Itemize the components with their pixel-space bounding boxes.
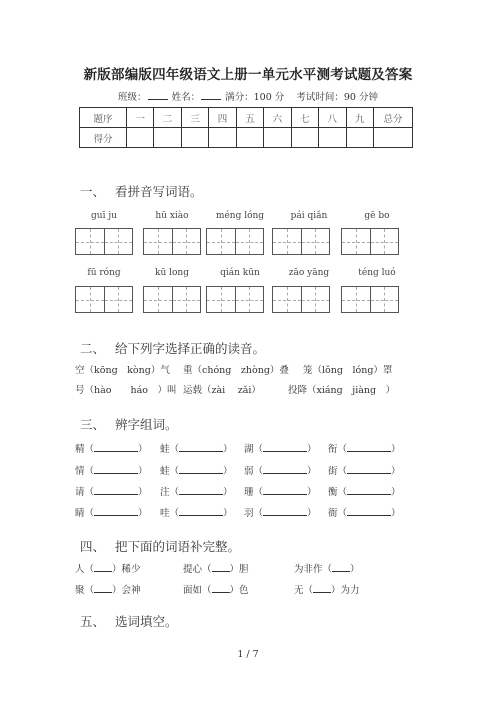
section-5-heading bbox=[80, 612, 178, 630]
header-cell: 九 bbox=[346, 108, 374, 128]
score-cell[interactable] bbox=[209, 128, 236, 148]
section-title: 辨字组词。 bbox=[115, 417, 178, 432]
writing-grid[interactable] bbox=[206, 228, 264, 255]
idiom-item: 为非作（ ） bbox=[294, 561, 360, 575]
word-group-item: 蛙（ ） bbox=[160, 441, 233, 455]
score-cell[interactable] bbox=[181, 128, 208, 148]
section-number: 五、 bbox=[80, 614, 106, 629]
answer-blank[interactable] bbox=[263, 484, 307, 495]
name-blank[interactable] bbox=[201, 90, 221, 100]
writing-cell[interactable] bbox=[173, 287, 201, 312]
writing-cell[interactable] bbox=[342, 287, 371, 312]
score-cell[interactable] bbox=[154, 128, 181, 148]
word-group-item: 珊（ ） bbox=[244, 484, 317, 498]
pinyin-label: gē bo bbox=[364, 211, 390, 221]
word-group-item: 请（ ） bbox=[75, 484, 148, 498]
idiom-item: 聚（ ）会神 bbox=[75, 582, 141, 596]
section-title: 把下面的词语补完整。 bbox=[115, 539, 241, 554]
pinyin-label: pái qiǎn bbox=[290, 211, 328, 221]
page-number: 1 / 7 bbox=[237, 649, 259, 660]
writing-cell[interactable] bbox=[302, 229, 330, 254]
exam-info-line bbox=[0, 89, 496, 103]
word-group-item: 衔（ ） bbox=[328, 441, 401, 455]
answer-blank[interactable] bbox=[94, 505, 138, 516]
class-label: 班级： bbox=[118, 92, 147, 103]
writing-grid[interactable] bbox=[272, 286, 330, 313]
answer-blank[interactable] bbox=[179, 441, 223, 452]
writing-cell[interactable] bbox=[236, 287, 264, 312]
writing-cell[interactable] bbox=[207, 229, 236, 254]
writing-grid[interactable] bbox=[341, 286, 399, 313]
writing-cell[interactable] bbox=[105, 287, 133, 312]
pinyin-label: méng lóng bbox=[215, 211, 265, 221]
answer-blank[interactable] bbox=[347, 441, 391, 452]
answer-blank[interactable] bbox=[94, 561, 112, 572]
word-group-item: 情（ ） bbox=[75, 463, 148, 477]
score-cell[interactable] bbox=[236, 128, 263, 148]
writing-cell[interactable] bbox=[144, 229, 173, 254]
section-4-heading bbox=[80, 537, 240, 555]
section-number: 二、 bbox=[80, 341, 106, 356]
writing-cell[interactable] bbox=[371, 229, 399, 254]
pinyin-label: hū xiào bbox=[155, 211, 189, 221]
idiom-item: 面如（ ）色 bbox=[183, 582, 249, 596]
score-cell[interactable] bbox=[127, 128, 154, 148]
answer-blank[interactable] bbox=[179, 505, 223, 516]
idiom-item: 无（ ）为力 bbox=[294, 582, 360, 596]
header-cell: 二 bbox=[154, 108, 181, 128]
word-group-item: 衡（ ） bbox=[328, 484, 401, 498]
header-cell: 三 bbox=[181, 108, 208, 128]
section-number: 三、 bbox=[80, 417, 106, 432]
idiom-item: 提心（ ）胆 bbox=[183, 561, 249, 575]
score-cell[interactable] bbox=[374, 128, 413, 148]
header-cell: 五 bbox=[236, 108, 263, 128]
answer-blank[interactable] bbox=[179, 484, 223, 495]
section-number: 一、 bbox=[80, 184, 106, 199]
score-table-score-row bbox=[80, 128, 413, 148]
writing-cell[interactable] bbox=[76, 229, 105, 254]
reading-item: 投降（xiáng jiàng ） bbox=[288, 385, 396, 396]
score-table-header-row bbox=[80, 108, 413, 128]
full-score-label: 满分：100 分 bbox=[225, 92, 285, 103]
score-cell[interactable] bbox=[264, 128, 291, 148]
answer-blank[interactable] bbox=[347, 505, 391, 516]
section-title: 选词填空。 bbox=[115, 614, 178, 629]
score-cell[interactable] bbox=[319, 128, 346, 148]
score-cell[interactable] bbox=[346, 128, 374, 148]
pinyin-label: kū long bbox=[155, 268, 189, 278]
writing-cell[interactable] bbox=[371, 287, 399, 312]
pinyin-label: téng luó bbox=[358, 268, 396, 278]
writing-cell[interactable] bbox=[144, 287, 173, 312]
writing-cell[interactable] bbox=[236, 229, 264, 254]
writing-grid[interactable] bbox=[143, 228, 201, 255]
section-3-heading bbox=[80, 415, 178, 433]
pinyin-label: fū róng bbox=[87, 268, 121, 278]
answer-blank[interactable] bbox=[347, 463, 391, 474]
section-title: 给下列字选择正确的读音。 bbox=[115, 341, 266, 356]
word-group-item: 弱（ ） bbox=[244, 463, 317, 477]
answer-blank[interactable] bbox=[263, 463, 307, 474]
answer-blank[interactable] bbox=[263, 505, 307, 516]
answer-blank[interactable] bbox=[313, 582, 331, 593]
answer-blank[interactable] bbox=[94, 441, 138, 452]
writing-cell[interactable] bbox=[302, 287, 330, 312]
writing-grid[interactable] bbox=[272, 228, 330, 255]
answer-blank[interactable] bbox=[212, 561, 230, 572]
word-group-item: 衙（ ） bbox=[328, 505, 401, 519]
writing-cell[interactable] bbox=[342, 229, 371, 254]
header-cell: 一 bbox=[127, 108, 154, 128]
section-2-heading bbox=[80, 339, 265, 357]
writing-cell[interactable] bbox=[273, 287, 302, 312]
word-group-item: 蛙（ ） bbox=[160, 463, 233, 477]
answer-blank[interactable] bbox=[212, 582, 230, 593]
writing-cell[interactable] bbox=[173, 229, 201, 254]
header-cell: 总分 bbox=[374, 108, 413, 128]
class-blank[interactable] bbox=[148, 90, 168, 100]
reading-item: 空（kōng kòng）气 bbox=[75, 365, 170, 376]
answer-blank[interactable] bbox=[94, 582, 112, 593]
word-group-item: 街（ ） bbox=[328, 463, 401, 477]
word-group-item: 湖（ ） bbox=[244, 441, 317, 455]
answer-blank[interactable] bbox=[94, 484, 138, 495]
header-cell: 七 bbox=[291, 108, 318, 128]
writing-grid[interactable] bbox=[341, 228, 399, 255]
section-number: 四、 bbox=[80, 539, 106, 554]
pinyin-label: guī ju bbox=[91, 211, 117, 221]
writing-cell[interactable] bbox=[76, 287, 105, 312]
answer-blank[interactable] bbox=[94, 463, 138, 474]
word-group-item: 精（ ） bbox=[75, 441, 148, 455]
writing-cell[interactable] bbox=[273, 229, 302, 254]
pinyin-label: zāo yāng bbox=[288, 268, 330, 278]
pinyin-label: qián kūn bbox=[220, 268, 260, 278]
reading-item: 重（chóng zhòng）叠 bbox=[183, 365, 289, 376]
writing-grid[interactable] bbox=[75, 228, 133, 255]
header-cell: 八 bbox=[319, 108, 346, 128]
header-cell: 题序 bbox=[80, 108, 127, 128]
score-table bbox=[79, 107, 413, 148]
word-group-item: 注（ ） bbox=[160, 484, 233, 498]
answer-blank[interactable] bbox=[263, 441, 307, 452]
section-title: 看拼音写词语。 bbox=[115, 184, 203, 199]
writing-grid[interactable] bbox=[206, 286, 264, 313]
word-group-item: 睛（ ） bbox=[75, 505, 148, 519]
reading-item: 笼（lǒng lóng）罩 bbox=[303, 365, 393, 376]
section-1-heading bbox=[80, 182, 203, 200]
writing-grid[interactable] bbox=[143, 286, 201, 313]
header-cell: 四 bbox=[209, 108, 236, 128]
writing-grid[interactable] bbox=[75, 286, 133, 313]
answer-blank[interactable] bbox=[179, 463, 223, 474]
word-group-item: 哇（ ） bbox=[160, 505, 233, 519]
word-group-item: 羽（ ） bbox=[244, 505, 317, 519]
document-title: 新版部编版四年级语文上册一单元水平测考试题及答案 bbox=[83, 67, 413, 83]
score-cell[interactable] bbox=[291, 128, 318, 148]
answer-blank[interactable] bbox=[347, 484, 391, 495]
exam-time-label: 考试时间：90 分钟 bbox=[296, 92, 378, 103]
idiom-item: 人（ ）稀少 bbox=[75, 561, 141, 575]
header-cell: 六 bbox=[264, 108, 291, 128]
answer-blank[interactable] bbox=[332, 561, 350, 572]
reading-item: 运载（zài zǎi） bbox=[183, 385, 261, 396]
score-row-label: 得分 bbox=[80, 128, 127, 148]
writing-cell[interactable] bbox=[105, 229, 133, 254]
name-label: 姓名： bbox=[171, 92, 201, 103]
reading-item: 号（hào háo ）叫 bbox=[75, 385, 177, 396]
writing-cell[interactable] bbox=[207, 287, 236, 312]
